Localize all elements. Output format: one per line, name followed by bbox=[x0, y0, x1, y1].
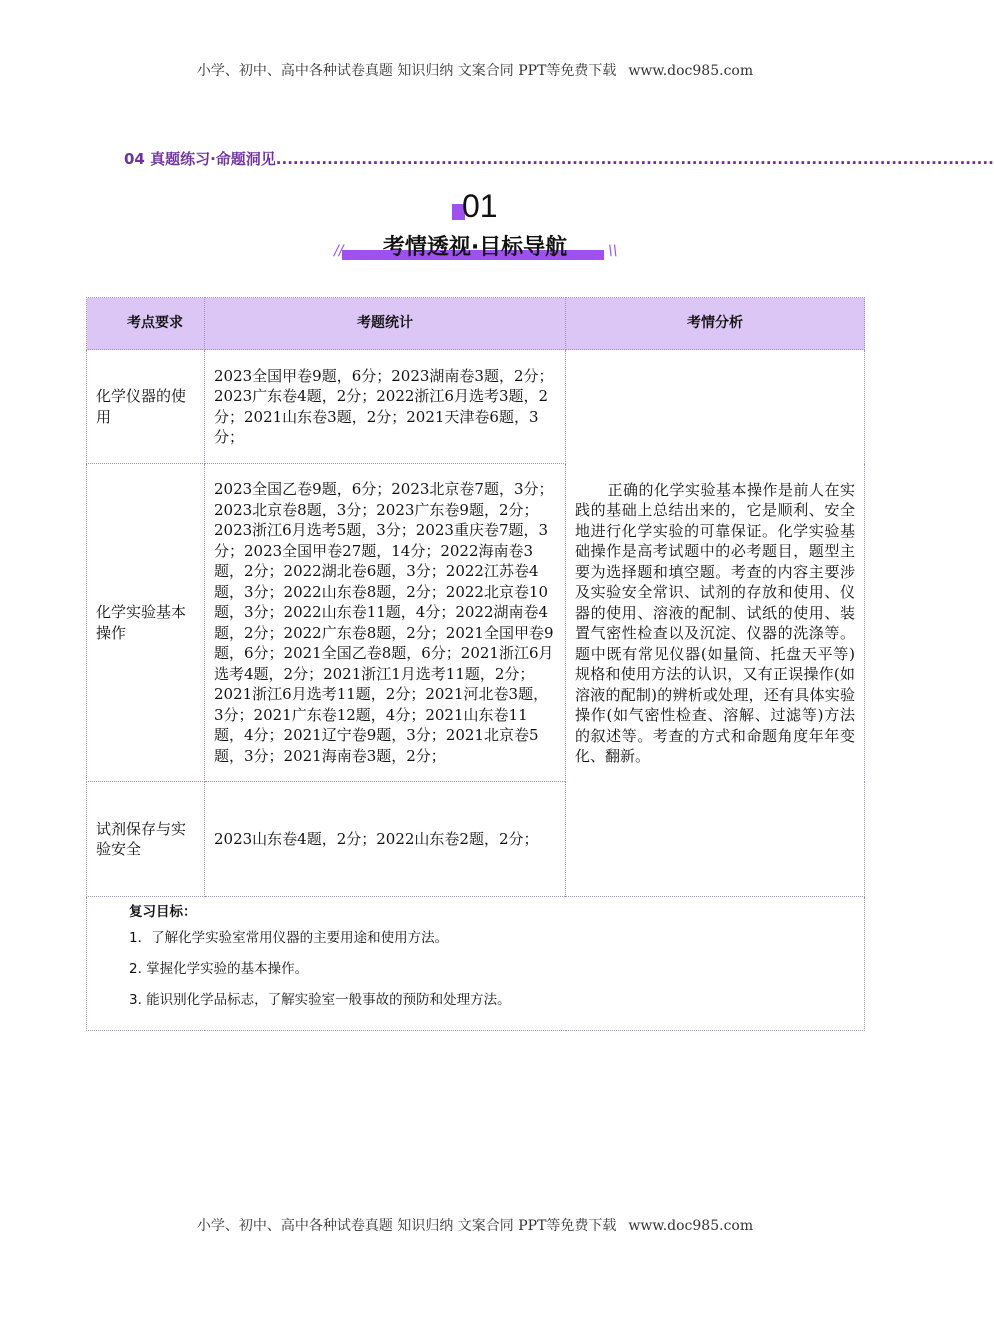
section-number: 01 bbox=[462, 188, 498, 224]
page-header bbox=[0, 60, 950, 80]
table-row bbox=[87, 350, 865, 464]
topic-cell: 化学仪器的使用 bbox=[87, 350, 205, 464]
stats-cell: 2023全国乙卷9题，6分；2023北京卷7题，3分；2023北京卷8题，3分；2023广东卷9题，2分；2023浙江6月选考5题，3分；2023重庆卷7题，3分；2023全国甲卷27题，14分；2022海南卷3题，2分；2022湖北卷6题，3分；2022江苏卷4题，3分；2022山东卷8题，2分；2022北京卷10题，3分；2022山东卷11题，4分；2022湖南卷4题，2分；2022广东卷8题，2分；2021全国甲卷9题，6分；2021全国乙卷8题，6分；2021浙江6月选考4题，2分；2021浙江1月选考11题，2分；2021浙江6月选考11题，2分；2021河北卷3题，3分；2021广东卷12题，4分；2021山东卷11题，4分；2021辽宁卷9题，3分；2021北京卷5题，3分；2021海南卷3题，2分； bbox=[205, 464, 566, 782]
slash-decoration: \\ bbox=[608, 243, 618, 259]
footer-link[interactable]: www.doc985.com bbox=[628, 1218, 754, 1234]
header-text: 小学、初中、高中各种试卷真题 知识归纳 文案合同 PPT等免费下载 bbox=[196, 63, 617, 79]
analysis-text: 正确的化学实验基本操作是前人在实践的基础上总结出来的，它是顺利、安全地进行化学实验的可靠保证。化学实验基础操作是高考试题中的必考题目，题型主要为选择题和填空题。考查的内容主要涉及实验安全常识、试剂的存放和使用、仪器的使用、溶液的配制、试纸的使用、装置气密性检查以及沉淀、仪器的洗涤等。题中既有常见仪器(如量筒、托盘天平等)规格和使用方法的认识，又有正误操作(如溶液的配制)的辨析或处理，还有具体实验操作(如气密性检查、溶解、过滤等)方法的叙述等。考查的方式和命题角度年年变化、翻新。 bbox=[575, 480, 855, 765]
header-link[interactable]: www.doc985.com bbox=[628, 63, 754, 79]
header-cell: 考题统计 bbox=[205, 298, 566, 350]
topic-cell: 试剂保存与实验安全 bbox=[87, 782, 205, 897]
header-cell: 考情分析 bbox=[566, 298, 865, 350]
section-title: 04 真题练习·命题洞见 bbox=[124, 150, 276, 168]
goal-item: 2. 掌握化学实验的基本操作。 bbox=[129, 961, 309, 977]
slash-decoration: // bbox=[334, 243, 344, 259]
footer-text: 小学、初中、高中各种试卷真题 知识归纳 文案合同 PPT等免费下载 bbox=[196, 1218, 617, 1234]
table-header-row bbox=[87, 298, 865, 350]
goals-cell bbox=[87, 897, 865, 1031]
goal-item: 3. 能识别化学品标志，了解实验室一般事故的预防和处理方法。 bbox=[129, 992, 511, 1008]
topic-cell: 化学实验基本操作 bbox=[87, 464, 205, 782]
stats-cell: 2023山东卷4题，2分；2022山东卷2题，2分； bbox=[205, 782, 566, 897]
exam-analysis-table bbox=[86, 297, 865, 1031]
stats-cell: 2023全国甲卷9题，6分；2023湖南卷3题，2分；2023广东卷4题，2分；2022浙江6月选考3题，2分；2021山东卷3题，2分；2021天津卷6题，3分； bbox=[205, 350, 566, 464]
header-cell: 考点要求 bbox=[87, 298, 205, 350]
section-toc-line: 04 真题练习·命题洞见.............................................................................................................................. bbox=[124, 150, 994, 168]
goal-item: 1．了解化学实验室常用仪器的主要用途和使用方法。 bbox=[129, 930, 449, 946]
page-footer bbox=[0, 1215, 950, 1235]
goals-row bbox=[87, 897, 865, 1031]
analysis-cell bbox=[566, 350, 865, 897]
section-heading: 考情透视·目标导航 bbox=[382, 235, 568, 260]
goals-title: 复习目标： bbox=[129, 904, 197, 920]
